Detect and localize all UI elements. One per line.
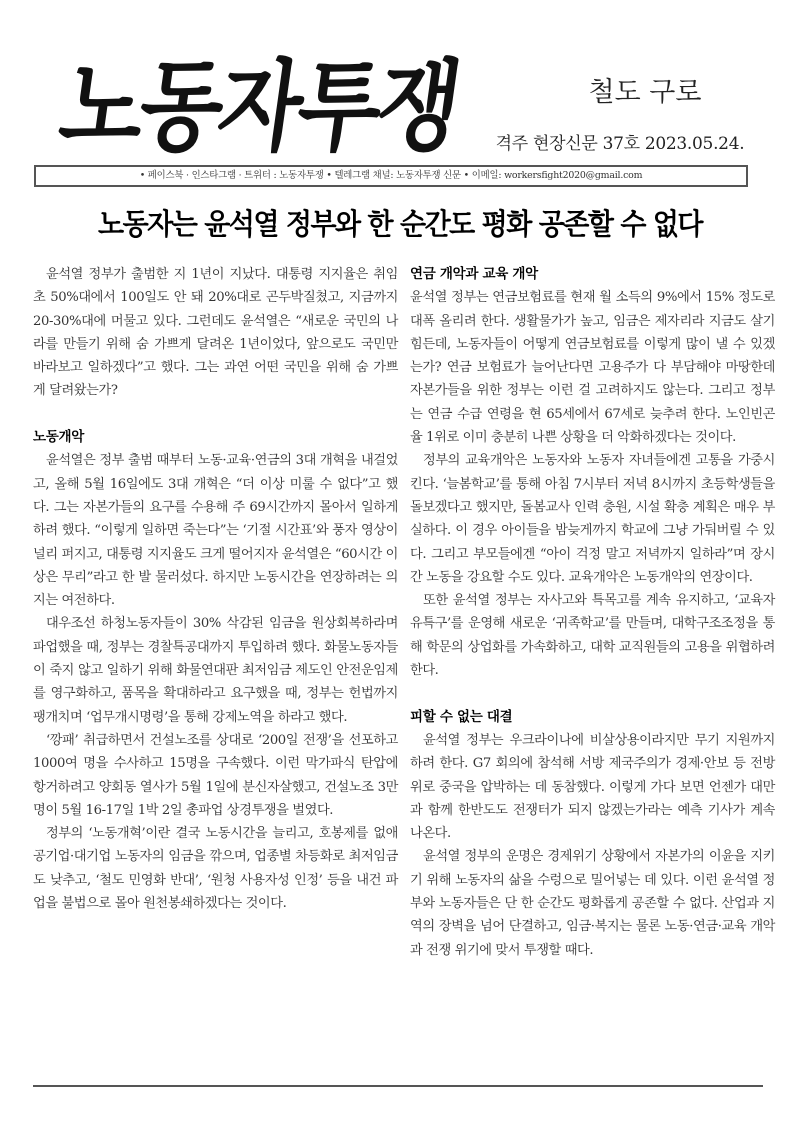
bottom-rule: [33, 1085, 763, 1087]
masthead-info: [470, 70, 770, 154]
body-paragraph: 정부의 교육개악은 노동자와 노동자 자녀들에겐 고통을 가중시킨다. ‘늘봄학교’를 통해 아침 7시부터 저녁 8시까지 초등학생들을 돌보겠다고 했지만, 돌봄교사 인력 충원, 시설 확충 계획은 매우 부실하다. 이 경우 아이들을 밤늦게까지 학교에 그냥 가둬버릴 수 있다. 그리고 부모들에겐 “아이 걱정 말고 저녁까지 일하라”며 장시간 노동을 강요할 수도 있다. 교육개악은 노동개악의 연장이다.: [410, 453, 775, 585]
spacer: [33, 403, 398, 426]
edition-name: 철도 구로: [588, 77, 702, 108]
body-paragraph: 대우조선 하청노동자들이 30% 삭감된 임금을 원상회복하라며 파업했을 때, 정부는 경찰특공대까지 투입하려 했다. 화물노동자들이 죽지 않고 일하기 위해 화물연대판 최저임금 제도인 안전운임제를 영구화하고, 품목을 확대하라고 요구했을 때, 정부는 헌법까지 팽개치며 ‘업무개시명령’을 통해 강제노역을 하라고 했다.: [33, 616, 398, 725]
section-heading-confrontation: 피할 수 없는 대결: [410, 708, 513, 725]
section-heading-pension: 연금 개악과 교육 개악: [410, 266, 538, 282]
body-paragraph: 윤석열은 정부 출범 때부터 노동·교육·연금의 3대 개혁을 내걸었고, 올해 5월 16일에도 3대 개혁은 “더 이상 미룰 수 없다”고 했다. 그는 자본가들의 요구를 수용해 주 69시간까지 몰아서 일하게 하려 했다. “이렇게 일하면 죽는다”는 ‘기절 시간표’와 풍자 영상이 널리 퍼지고, 대통령 지지율도 크게 떨어지자 윤석열은 “60시간 이상은 무리”라고 한 발 물러섰다. 하지만 노동시간을 연장하려는 의지는 여전하다.: [33, 453, 398, 609]
body-paragraph: 정부의 ‘노동개혁’이란 결국 노동시간을 늘리고, 호봉제를 없애 공기업·대기업 노동자의 임금을 깎으며, 업종별 차등화로 최저임금도 낮추고, ‘철도 민영화 반대’, ‘원청 사용자성 인정’ 등을 내건 파업을 불법으로 몰아 원천봉쇄하겠다는 것이다.: [33, 826, 398, 912]
contact-bar: • 페이스북 · 인스타그램 · 트위터 : 노동자투쟁 • 텔레그램 채널: 노동자투쟁 신문 • 이메일: workersfight2020@gmail.com: [34, 165, 748, 187]
newspaper-logo: 노동자투쟁: [52, 48, 465, 165]
body-paragraph: 또한 윤석열 정부는 자사고와 특목고를 계속 유지하고, ‘교육자유특구’를 운영해 새로운 ‘귀족학교’를 만들며, 대학구조조정을 통해 학문의 상업화를 가속화하고, 대학 교직원들의 고용을 위협하려 한다.: [410, 593, 775, 679]
headline: 노동자는 윤석열 정부와 한 순간도 평화 공존할 수 없다: [97, 208, 702, 242]
body-paragraph: ‘깡패’ 취급하면서 건설노조를 상대로 ‘200일 전쟁’을 선포하고 1000여 명을 수사하고 15명을 구속했다. 이런 막가파식 탄압에 항거하려고 양회동 열사가 5월 1일에 분신자살했고, 건설노조 3만 명이 5월 16-17일 1박 2일 총파업 상경투쟁을 벌였다.: [33, 732, 398, 818]
body-paragraph: 윤석열 정부는 우크라이나에 비살상용이라지만 무기 지원까지 하려 한다. G7 회의에 참석해 서방 제국주의가 경제·안보 등 전방위로 중국을 압박하는 데 동참했다. 이렇게 가다 보면 언젠가 대만과 함께 한반도도 전쟁터가 되지 않겠는가라는 예측 기사가 계속 나온다.: [410, 732, 775, 842]
body-paragraph: 윤석열 정부의 운명은 경제위기 상황에서 자본가의 이윤을 지키기 위해 노동자의 삶을 수렁으로 밀어넣는 데 있다. 이런 윤석열 정부와 노동자들은 단 한 순간도 평화롭게 공존할 수 없다. 산업과 지역의 장벽을 넘어 단결하고, 임금·복지는 물론 노동·연금·교육 개악과 전쟁 위기에 맞서 투쟁할 때다.: [410, 849, 775, 958]
section-heading-labor: 노동개악: [33, 429, 84, 446]
intro-paragraph: 윤석열 정부가 출범한 지 1년이 지났다. 대통령 지지율은 취임 초 50%대에서 100일도 안 돼 20%대로 곤두박질쳤고, 지금까지 20-30%대에 머물고 있다. 그런데도 윤석열은 “새로운 국민의 나라를 만들기 위해 숨 가쁘게 달려온 1년이었다, 앞으로도 국민만 바라보고 일하겠다”고 했다. 그는 과연 어떤 국민을 위해 숨 가쁘게 달려왔는가?: [33, 267, 398, 399]
body-paragraph: 윤석열 정부는 연금보험료를 현재 월 소득의 9%에서 15% 정도로 대폭 올리려 한다. 생활물가가 높고, 임금은 제자리라 지금도 살기 힘든데, 노동자들이 어떻게 연금보험료를 이렇게 많이 낼 수 있겠는가? 연금 보험료가 늘어난다면 고용주가 다 부담해야 마땅한데 자본가들을 위한 정부는 이런 걸 고려하지도 않는다. 그리고 정부는 연금 수급 연령을 현 65세에서 67세로 늦추려 한다. 노인빈곤율 1위로 이미 충분히 나쁜 상황을 더 악화하겠다는 것이다.: [410, 290, 775, 446]
issue-line: 격주 현장신문 37호 2023.05.24.: [495, 134, 745, 154]
spacer: [410, 682, 775, 705]
left-column: [33, 263, 398, 915]
right-column: [410, 263, 775, 962]
